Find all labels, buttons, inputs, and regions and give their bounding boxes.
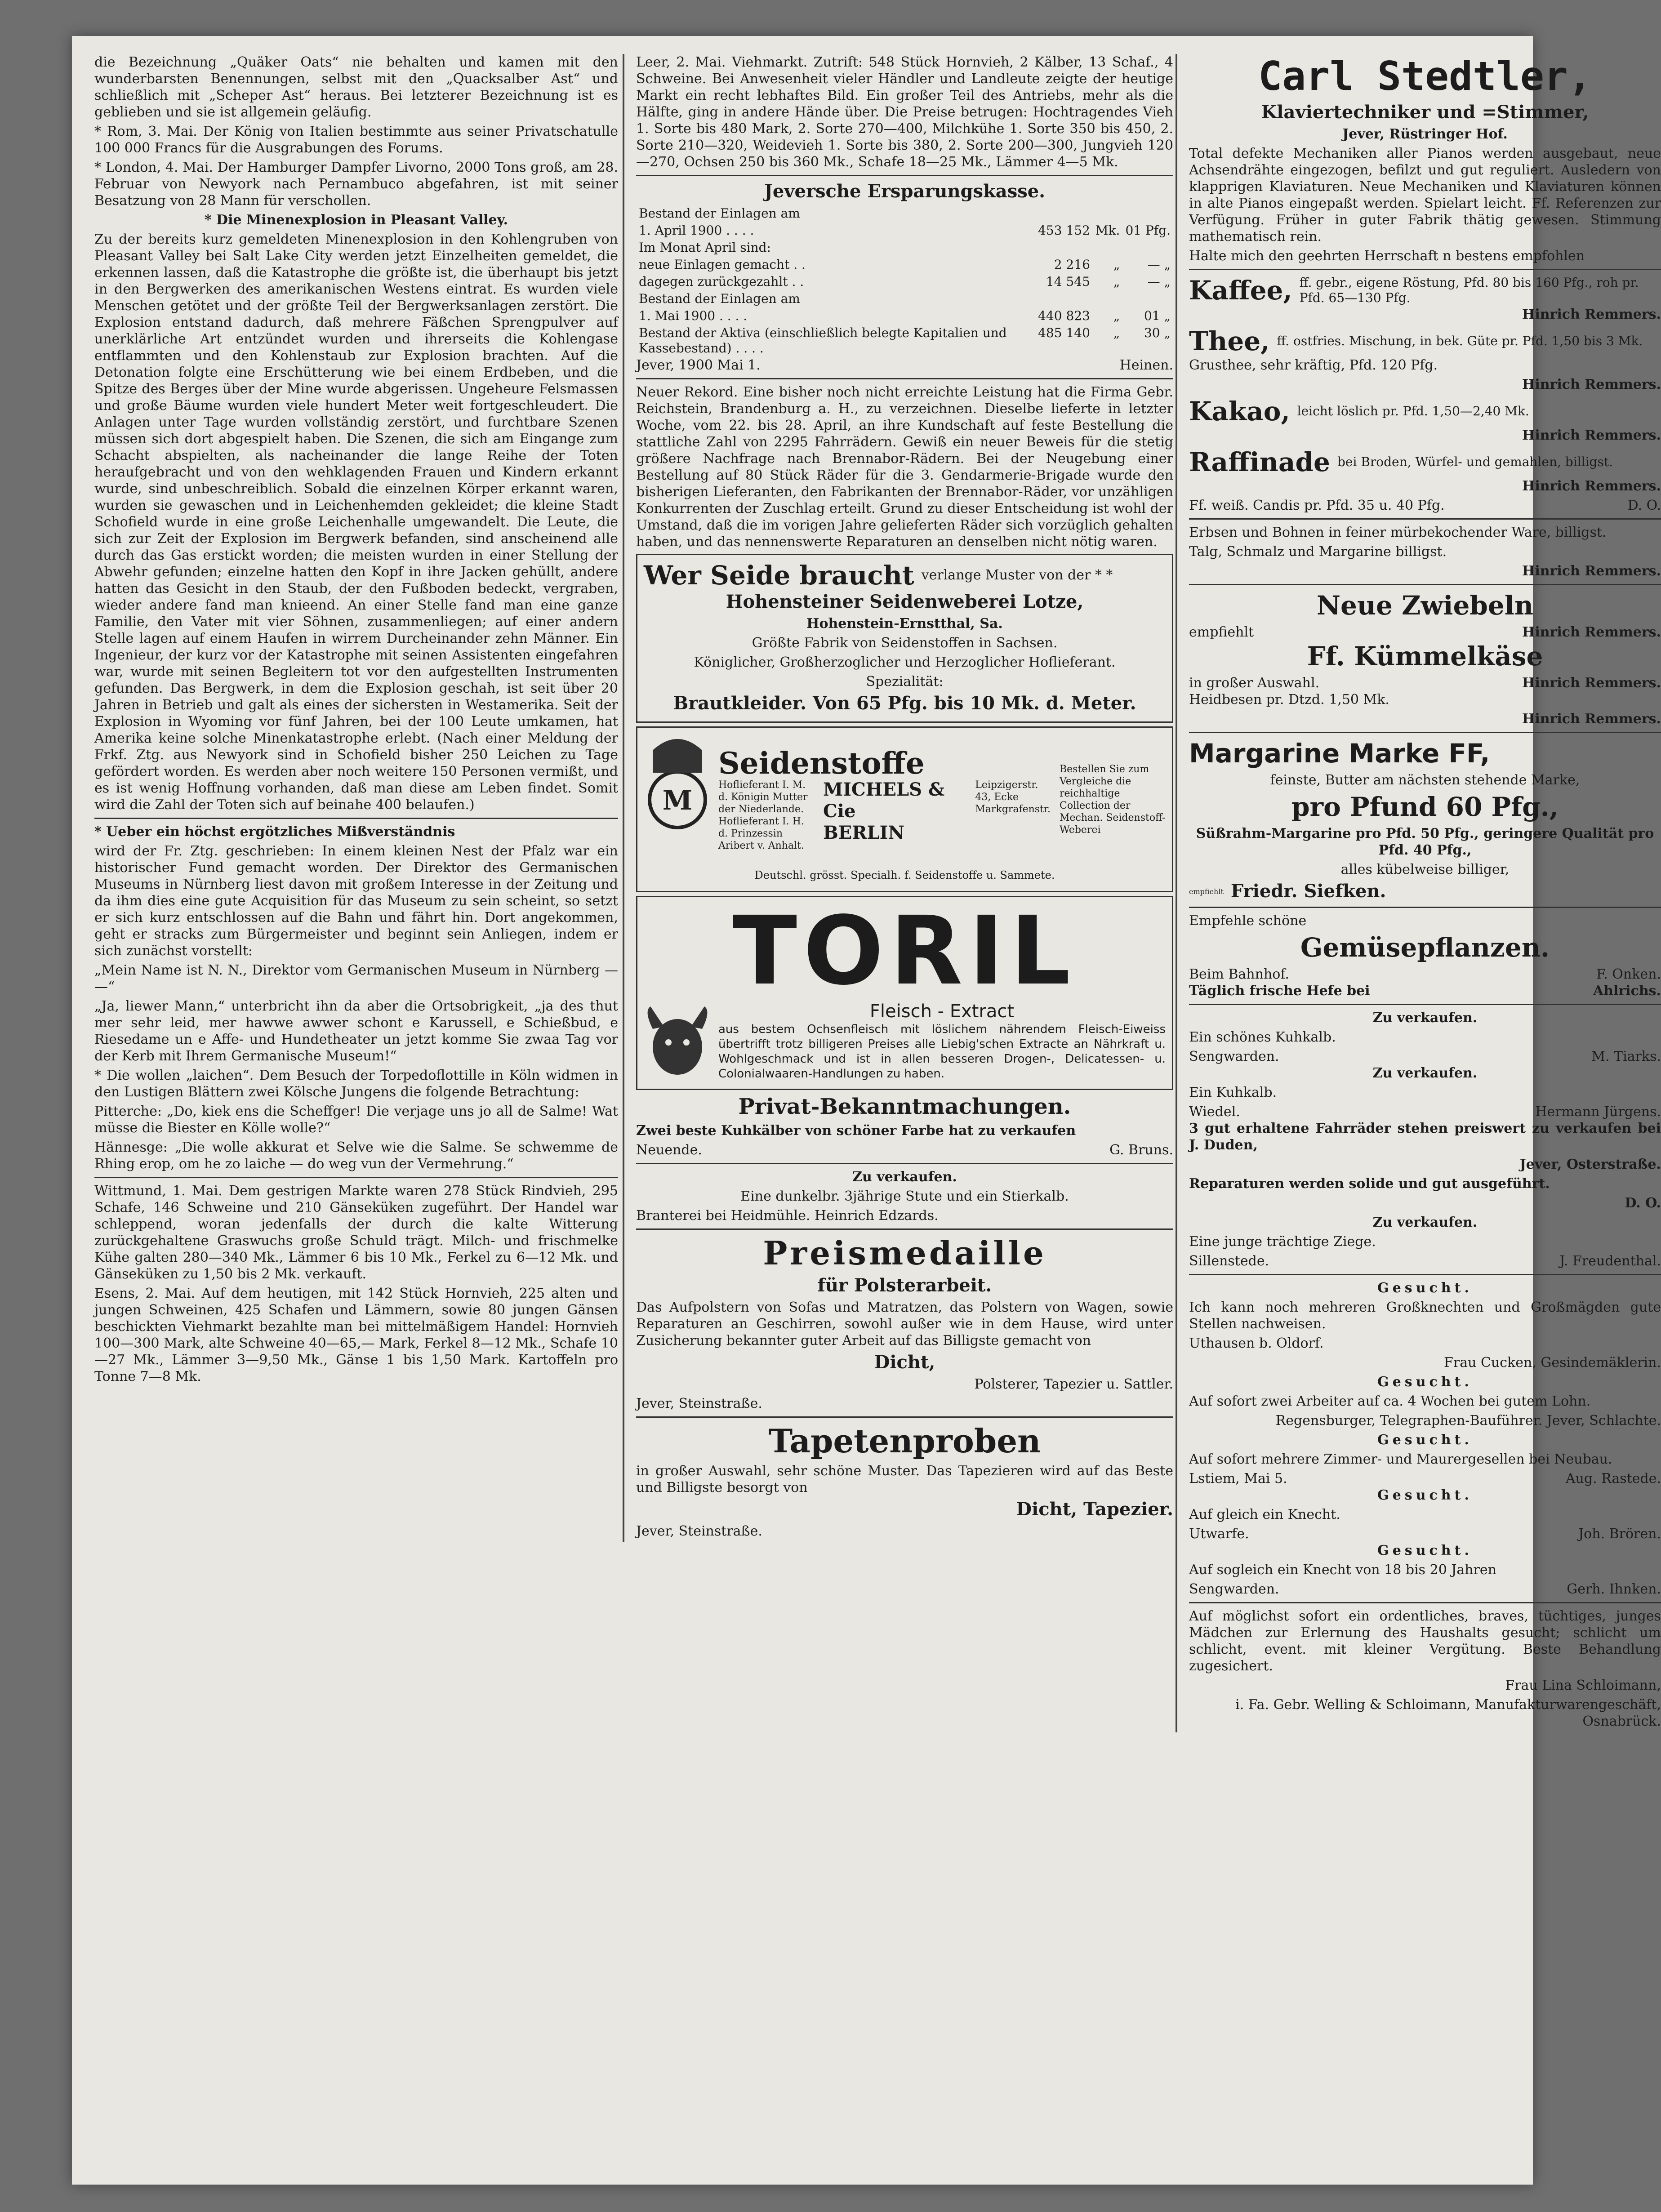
plants-ad-place: Beim Bahnhof.	[1189, 966, 1289, 982]
margarine-ad-label: empfiehlt	[1189, 887, 1224, 896]
medal-figure-logo	[644, 732, 711, 867]
michels-ad-left: Hoflieferant I. M. d. Königin Mutter der Niederlande. Hoflieferant I. H. d. Prinzessin Aribert v. Anhalt.	[718, 779, 808, 851]
savings-bank-row	[636, 222, 1173, 239]
grus-tea: Grusthee, sehr kräftig, Pfd. 120 Pfg.	[1189, 357, 1438, 373]
sale-1-footer	[1189, 1048, 1661, 1065]
savings-bank-cell: 01 Pfg.	[1125, 223, 1171, 238]
savings-bank-cell: 453 152	[1038, 223, 1090, 238]
silk-ad-firm: Hohensteiner Seidenweberei Lotze,	[726, 591, 1084, 612]
savings-bank-cell	[1122, 239, 1173, 256]
savings-bank-row	[636, 290, 1173, 307]
maid-ad-name: Frau Lina Schloimann,	[1505, 1678, 1661, 1693]
wittmund-market: Wittmund, 1. Mai. Dem gestrigen Markte waren 278 Stück Rindvieh, 295 Schafe, 146 Schweine und 210 Gänseküken zugeführt. Der Handel war schleppend, woran jedenfalls der durch die kalte Witterung zurückgehaltene Graswuchs große Schuld trägt. Milch- und frischmelke Kühe galten 280—340 Mk., Lämmer 6 bis 10 Mk., Ferkel zu 6—12 Mk. und Gänseküken zu 1,50 bis 2 Mk. verkauft.	[94, 1183, 618, 1282]
tea-ad-merchant: Hinrich Remmers.	[1522, 377, 1661, 392]
sale-3-name: J. Freudenthal.	[1559, 1253, 1661, 1269]
maid-ad-text: Auf möglichst sofort ein ordentliches, braves, tüchtiges, junges Mädchen zur Erlernung des Haushalts gesucht; schlicht um schlicht, event. mit kleiner Vergütung. Beste Behandlung zugesichert.	[1189, 1608, 1661, 1674]
sale-2-footer	[1189, 1104, 1661, 1120]
private-notices-title: Privat-Bekanntmachungen.	[738, 1094, 1071, 1119]
divider	[94, 1177, 618, 1178]
bikes-ad-repair: Reparaturen werden solide und gut ausgeführt.	[1189, 1176, 1550, 1192]
esens-market: Esens, 2. Mai. Auf dem heutigen, mit 142 Stück Hornvieh, 225 alten und jungen Schweinen, 425 Schafen und Lämmern, sowie 80 jungen Gänsen beschickten Viehmarkt bezahlte man bei mittelmäßigem Handel: Hornvieh 100—300 Mark, alte Schweine 40—65,— Mark, Ferkel 8—12 Mk., Schafe 10—27 Mk., Lämmer 3—9,50 Mk., Gänse 1 bis 1,50 Mark. Kartoffeln pro Tonne 7—8 Mk.	[94, 1286, 618, 1384]
margarine-ad-line-1: feinste, Butter am nächsten stehende Marke,	[1270, 772, 1580, 788]
savings-bank-row	[636, 307, 1173, 325]
margarine-ad-sign: Friedr. Siefken.	[1230, 881, 1386, 902]
stedtler-end: Halte mich den geehrten Herrschaft n bestens empfohlen	[1189, 248, 1585, 264]
savings-bank-cell: Im Monat April sind:	[639, 240, 771, 255]
tea-ad	[1189, 325, 1661, 357]
column-right	[1176, 54, 1661, 1732]
rom-news: * Rom, 3. Mai. Der König von Italien bestimmte aus seiner Privatschatulle 100 000 Francs für die Ausgrabungen des Forums.	[94, 124, 618, 156]
wanted-5-footer	[1189, 1581, 1661, 1598]
candis-text: Ff. weiß. Candis pr. Pfd. 35 u. 40 Pfg.	[1189, 498, 1445, 513]
wanted-1-head: Gesucht.	[1377, 1280, 1473, 1296]
toril-ad-body	[644, 1001, 1166, 1084]
michels-ad-address: Leipzigerstr. 43, Ecke Markgrafenstr.	[975, 779, 1051, 815]
divider	[636, 1416, 1173, 1418]
savings-bank-cell: „	[1113, 274, 1120, 289]
savings-bank-cell: 2 216	[1054, 257, 1090, 272]
record-article: Neuer Rekord. Eine bisher noch nicht erreichte Leistung hat die Firma Gebr. Reichstein, Brandenburg a. H., zu verzeichnen. Dieselbe lieferte in letzter Woche, vom 22. bis 28. April, an ihre Kundschaft auf feste Bestellung die stattliche Zahl von 2295 Fahrrädern. Gewiß ein neuer Beweis für die stetig größere Nachfrage nach Brennabor-Rädern. Bei der Neugebung einer Bestellung auf 80 Stück Räder für die 3. Gendarmerie-Brigade wurde den bisherigen Lieferanten, den Fabrikanten der Brennabor-Räder, vor unzähligen Konkurrenten der Zuschlag erteilt. Grund zu dieser Entscheidung ist wohl der Umstand, daß die im vorigen Jahre gelieferten Räder sich vorzüglich gehalten haben, und das nennenswerte Reparaturen an denselben nicht nötig waren.	[636, 384, 1173, 550]
coffee-ad-head: Kaffee,	[1189, 275, 1292, 306]
tallow-ad: Talg, Schmalz und Margarine billigst.	[1189, 544, 1447, 560]
yeast-ad	[1189, 983, 1661, 999]
savings-bank-cell: 01 „	[1144, 308, 1171, 323]
wallpaper-ad-text: in großer Auswahl, sehr schöne Muster. Das Tapezieren wird auf das Beste und Billigste besorgt von	[636, 1463, 1173, 1495]
onions-ad-footer	[1189, 624, 1661, 641]
wallpaper-ad-headline: Tapetenproben	[768, 1422, 1041, 1460]
wanted-5-place: Sengwarden.	[1189, 1581, 1279, 1597]
margarine-ad-line-4: alles kübelweise billiger,	[1340, 862, 1510, 877]
bikes-ad-place: Jever, Osterstraße.	[1519, 1157, 1661, 1172]
divider	[94, 818, 618, 819]
michels-ad-city: BERLIN	[823, 822, 904, 843]
column-middle	[623, 54, 1173, 1542]
cocoa-ad-merchant: Hinrich Remmers.	[1522, 427, 1661, 443]
sale-1-head: Zu verkaufen.	[1372, 1010, 1478, 1026]
silk-ad-line-1: Größte Fabrik von Seidenstoffen in Sachsen.	[752, 635, 1058, 651]
wallpaper-ad-name: Dicht, Tapezier.	[1016, 1499, 1173, 1520]
divider	[1189, 1602, 1661, 1603]
wallpaper-ad-place: Jever, Steinstraße.	[636, 1523, 762, 1539]
wanted-4-name: Joh. Brören.	[1578, 1526, 1661, 1542]
sale-2-place: Wiedel.	[1189, 1104, 1240, 1120]
calves-ad-place: Neuende.	[636, 1142, 702, 1158]
savings-bank-cell: „	[1113, 325, 1120, 340]
plants-ad-footer	[1189, 966, 1661, 983]
silk-ad-specialty: Spezialität:	[866, 674, 944, 690]
savings-bank-cell: Mk.	[1095, 223, 1120, 238]
medal-ad-sub: für Polsterarbeit.	[817, 1275, 992, 1296]
divider	[1189, 1004, 1661, 1005]
michels-ad-bottom: Deutschl. grösst. Specialh. f. Seidenstoffe u. Sammete.	[754, 869, 1055, 881]
michels-ad	[636, 726, 1173, 892]
toril-ad-text: aus bestem Ochsenfleisch mit löslichem nährendem Fleisch-Eiweiss übertrifft trotz billigeren Preises alle Liebig'schen Extracte an Nährkraft u. Wohlgeschmack und ist in allen besseren Drogen-, Delicatessen- u. Colonialwaaren-Handlungen zu haben.	[718, 1023, 1166, 1081]
svg-text:M: M	[662, 785, 693, 816]
sale-1-name: M. Tiarks.	[1591, 1049, 1661, 1064]
tea-ad-text: ff. ostfries. Mischung, in bek. Güte pr. Pfd. 1,50 bis 3 Mk.	[1277, 334, 1643, 348]
margarine-ad-line-3: Süßrahm-Margarine pro Pfd. 50 Pfg., geringere Qualität pro Pfd. 40 Pfg.,	[1196, 826, 1654, 858]
misunderstanding-title: * Ueber ein höchst ergötzliches Mißverständnis	[94, 824, 455, 840]
misunderstanding-quote-1: „Mein Name ist N. N., Direktor vom Germanischen Museum in Nürnberg — —“	[94, 962, 618, 995]
explosion-article: Zu der bereits kurz gemeldeten Minenexplosion in den Kohlengruben von Pleasant Valley bei Salt Lake City werden jetzt Einzelheiten gemeldet, die erkennen lassen, daß die Katastrophe die größte ist, die überhaupt bis jetzt in den Bergwerken des amerikanischen Westens eintrat. Es wurden viele Menschen getötet und der größte Teil der Bergwerksanlagen zerstört. Die Explosion entstand dadurch, daß mehrere Fäßchen Sprengpulver auf unerklärliche Art entzündet wurden und ihrerseits die Kohlengase entflammten und den Kohlenstaub zur Explosion brachten. Auf die Detonation folgte eine Erschütterung wie bei einem Erdbeben, und die Spitze des Berges über der Mine wurde abgerissen. Ungeheure Felsmassen und große Bäume wurden viele hundert Meter weit fortgeschleudert. Die Anlagen unter Tage wurden vollständig zerstört, und furchtbare Szenen müssen sich dort abgespielt haben. Die Szenen, die sich am Eingange zum Schacht abspielten, als nacheinander die lange Reihe der Toten heraufgebracht und von den wehklagenden Frauen und Kindern erkannt wurde, sind unbeschreiblich. Sobald die einzelnen Körper erkannt waren, wurden sie gewaschen und in Leichenhemden gekleidet; die kleine Stadt Schofield wurde in eine große Leichenhalle umgewandelt. Die Leute, die sich zur Zeit der Explosion im Bergwerk befanden, sind anscheinend alle durch das Gas erstickt worden; die meisten wurden in einer Stellung der Abwehr gefunden; einzelne hatten den Kopf in ihre Jacken gehüllt, andere hatten das Gesicht in den Staub, der den Fußboden bedeckt, vergraben, wieder andere fand man knieend. An einer Stelle fand man eine ganze Familie, den Vater mit vier Söhnen, zusammenliegen; auf einer andern Stelle lagen auf einem Haufen in wirrem Durcheinander zehn Männer. Ein Ingenieur, der kurz vor der Katastrophe mit seinen Assistenten eingefahren war, wurde mit seinen Begleitern tot vor den aufgestellten Instrumenten gefunden. Das Bergwerk, in dem die Explosion geschah, ist seit über 20 Jahren in Betrieb und galt als eines der sichersten in Westamerika. Seit der Explosion in Wyoming vor fünf Jahren, bei der 100 Leute umkamen, hat Amerika keine solche Minenkatastrophe erlebt. (Nach einer Meldung der Frkf. Ztg. aus Newyork sind in Schofield bisher 250 Leichen zu Tage gefördert worden. Es werden aber noch weitere 150 Personen vermißt, und es ist wenig Hoffnung vorhanden, daß man diese am Leben findet. Somit wird die Zahl der Toten sich auf beinahe 400 belaufen.)	[94, 231, 618, 813]
mare-ad-head: Zu verkaufen.	[852, 1169, 957, 1185]
cheese-ad-footer	[1189, 675, 1661, 691]
stedtler-name: Carl Stedtler,	[1258, 53, 1592, 99]
savings-bank-cell: neue Einlagen gemacht . .	[639, 257, 806, 272]
sugar-ad	[1189, 446, 1661, 478]
savings-bank-date: Jever, 1900 Mai 1.	[636, 357, 761, 373]
divider	[636, 378, 1173, 379]
ox-head-logo	[644, 1002, 711, 1083]
divider	[1189, 1274, 1661, 1275]
margarine-ad-footer	[1189, 881, 1661, 902]
medal-ad-name: Dicht,	[874, 1352, 935, 1373]
savings-bank-row	[636, 205, 1173, 222]
sale-3-footer	[1189, 1253, 1661, 1269]
candis-row	[1189, 497, 1661, 514]
cheese-ad-head: Ff. Kümmelkäse	[1307, 641, 1543, 672]
toril-ad	[636, 896, 1173, 1090]
misunderstanding-quote-2: „Ja, liewer Mann,“ unterbricht ihn da aber die Ortsobrigkeit, „ja des thut mer sehr leid, mer hawwe awwer schont e Karussell, e Schießbud, e Riesedame un e Affe- und Hundetheater un jetzt komme Sie zwaa Tag vor der Kerb mit Ihrem Germanische Museum!“	[94, 998, 618, 1064]
savings-bank-cell	[1093, 205, 1123, 222]
michels-ad-side: Bestellen Sie zum Vergleiche die reichhaltige Collection der Mechan. Seidenstoff-Weberei	[1060, 764, 1166, 836]
plants-ad-head: Gemüsepflanzen.	[1300, 932, 1550, 963]
sale-1-place: Sengwarden.	[1189, 1049, 1279, 1064]
silk-ad-side: verlange Muster von der * *	[921, 567, 1113, 583]
savings-bank-cell: 1. Mai 1900 . . . .	[639, 308, 748, 323]
savings-bank-row	[636, 256, 1173, 273]
savings-bank-cell: 1. April 1900 . . . .	[639, 223, 754, 238]
newspaper-page	[72, 36, 1661, 2185]
tea-ad-head: Thee,	[1189, 326, 1270, 356]
savings-bank-cell: Bestand der Aktiva (einschließlich belegte Kapitalien und Kassebestand) . . . .	[639, 325, 1007, 356]
savings-bank-cell: 30 „	[1144, 325, 1171, 340]
wanted-4-text: Auf gleich ein Knecht.	[1189, 1507, 1340, 1522]
savings-bank-cell	[1035, 239, 1093, 256]
sugar-ad-merchant: Hinrich Remmers.	[1522, 478, 1661, 494]
toril-ad-headline: TORIL	[732, 896, 1077, 1006]
toril-ad-sub: Fleisch - Extract	[869, 1001, 1015, 1022]
savings-bank-cell: 14 545	[1046, 274, 1090, 289]
divider	[1189, 584, 1661, 585]
sale-2-name: Hermann Jürgens.	[1535, 1104, 1661, 1120]
coffee-ad-merchant: Hinrich Remmers.	[1522, 307, 1661, 322]
bikes-ad-text: 3 gut erhaltene Fahrräder stehen preiswert zu verkaufen bei J. Duden,	[1189, 1121, 1661, 1153]
savings-bank-footer	[636, 357, 1173, 374]
coffee-ad-text: ff. gebr., eigene Röstung, Pfd. 80 bis 160 Pfg., roh pr. Pfd. 65—130 Pfg.	[1299, 275, 1639, 305]
cheese-ad-merchant: Hinrich Remmers.	[1522, 675, 1661, 691]
brooms-ad-merchant: Hinrich Remmers.	[1522, 711, 1661, 727]
savings-bank-cell: — „	[1147, 274, 1171, 289]
michels-ad-name: MICHELS & Cie	[823, 779, 945, 822]
wanted-5-name: Gerh. Ihnken.	[1567, 1581, 1661, 1597]
savings-bank-row	[636, 273, 1173, 290]
savings-bank-cell: Bestand der Einlagen am	[639, 206, 800, 221]
laichen-quote-2: Hännesge: „Die wolle akkurat et Selve wie die Salme. Se schwemme de Rhing erop, om he zo laiche — do weg vun der Vermehrung.“	[94, 1139, 618, 1172]
cocoa-ad-head: Kakao,	[1189, 396, 1290, 427]
savings-bank-cell: Bestand der Einlagen am	[639, 291, 800, 306]
stedtler-text: Total defekte Mechaniken aller Pianos werden ausgebaut, neue Achsendrähte eingezogen, befilzt und gut reguliert. Ausledern von klapprigen Klaviaturen. Neue Mechaniken und Klaviaturen können in alte Pianos eingepaßt werden. Spielart leicht. Ff. Referenzen zur Verfügung. Früher in guter Fabrik thätig gewesen. Stimmung mathematisch rein.	[1189, 146, 1661, 245]
tallow-ad-merchant: Hinrich Remmers.	[1522, 563, 1661, 579]
savings-bank-cell	[1093, 290, 1123, 307]
margarine-ad-line-2: pro Pfund 60 Pfg.,	[1291, 792, 1559, 822]
divider	[636, 175, 1173, 176]
savings-bank-cell	[1035, 205, 1093, 222]
savings-bank-title: Jeversche Ersparungskasse.	[764, 181, 1046, 202]
wanted-2-name: Regensburger, Telegraphen-Bauführer. Jever, Schlachte.	[1275, 1413, 1661, 1429]
stedtler-place: Jever, Rüstringer Hof.	[1342, 126, 1508, 142]
candis-sig: D. O.	[1627, 498, 1661, 513]
savings-bank-cell: „	[1113, 308, 1120, 323]
yeast-ad-text: Täglich frische Hefe bei	[1189, 983, 1370, 999]
wanted-3-name: Aug. Rastede.	[1565, 1471, 1661, 1487]
wanted-1-name: Frau Cucken, Gesindemäklerin.	[1444, 1355, 1661, 1371]
savings-bank-cell	[1122, 205, 1173, 222]
maid-ad-firm: i. Fa. Gebr. Welling & Schloimann, Manufakturwarengeschäft, Osnabrück.	[1235, 1697, 1661, 1729]
savings-bank-row	[636, 239, 1173, 256]
calves-ad-name: G. Bruns.	[1109, 1142, 1173, 1158]
medal-ad-place: Jever, Steinstraße.	[636, 1396, 762, 1411]
divider	[1189, 518, 1661, 520]
sale-3-head: Zu verkaufen.	[1372, 1215, 1478, 1230]
wanted-1-place: Uthausen b. Oldorf.	[1189, 1335, 1324, 1351]
medal-ad-trade: Polsterer, Tapezier u. Sattler.	[974, 1376, 1173, 1392]
quaker-paragraph: die Bezeichnung „Quäker Oats“ nie behalten und kamen mit den wunderbarsten Benennungen, selbst mit den „Quacksalber Ast“ und schließlich mit „Scheper Ast“ heraus. Bei letzterer Bezeichnung ist es geblieben und sie ist allgemein geläufig.	[94, 54, 618, 120]
sugar-ad-head: Raffinade	[1189, 447, 1330, 477]
savings-bank-cell: „	[1113, 257, 1120, 272]
london-news: * London, 4. Mai. Der Hamburger Dampfer Livorno, 2000 Tons groß, am 28. Februar von Newyork nach Pernambuco abgefahren, ist mit seiner Besatzung von 28 Mann für verschollen.	[94, 160, 618, 209]
savings-bank-table	[636, 205, 1173, 357]
medal-ad-headline: Preismedaille	[763, 1234, 1046, 1272]
silk-ad-headline: Wer Seide braucht	[644, 560, 914, 591]
mare-ad-sign: Branterei bei Heidmühle. Heinrich Edzards.	[636, 1208, 939, 1224]
savings-bank-row	[636, 325, 1173, 357]
wanted-5-text: Auf sogleich ein Knecht von 18 bis 20 Jahren	[1189, 1562, 1496, 1578]
wanted-2-head: Gesucht.	[1377, 1374, 1473, 1390]
savings-bank-cell: 440 823	[1038, 308, 1090, 323]
wanted-3-footer	[1189, 1470, 1661, 1487]
medal-ad-text: Das Aufpolstern von Sofas und Matratzen, das Polstern von Wagen, sowie Reparaturen an Geschirren, sowohl außer wie in dem Hause, wird unter Zusicherung bekannter guter Arbeit auf das Billigste gemacht von	[636, 1300, 1173, 1349]
michels-ad-headline: Seidenstoffe	[718, 746, 925, 781]
wanted-1-text: Ich kann noch mehreren Großknechten und Großmägden gute Stellen nachweisen.	[1189, 1300, 1661, 1332]
plants-ad-pre: Empfehle schöne	[1189, 913, 1307, 929]
silk-ad	[636, 554, 1173, 723]
wanted-2-text: Auf sofort zwei Arbeiter auf ca. 4 Wochen bei gutem Lohn.	[1189, 1393, 1591, 1409]
leer-market: Leer, 2. Mai. Viehmarkt. Zutrift: 548 Stück Hornvieh, 2 Kälber, 13 Schaf., 4 Schweine. Bei Anwesenheit vieler Händler und Landleute zeigte der heutige Markt ein recht lebhaftes Bild. Ein großer Teil des Antriebs, mehr als die Hälfte, ging in andere Hände über. Die Preise betrugen: Hochtragendes Vieh 1. Sorte bis 480 Mark, 2. Sorte 270—400, Milchkühe 1. Sorte 350 bis 450, 2. Sorte 210—320, Weidevieh 1. Sorte bis 380, 2. Sorte 200—300, Jungvieh 120—270, Ochsen 250 bis 360 Mk., Schafe 18—25 Mk., Lämmer 4—5 Mk.	[636, 54, 1173, 170]
divider	[636, 1163, 1173, 1164]
calves-ad-text: Zwei beste Kuhkälber von schöner Farbe hat zu verkaufen	[636, 1123, 1076, 1139]
wanted-5-head: Gesucht.	[1377, 1543, 1473, 1558]
sale-2-head: Zu verkaufen.	[1372, 1065, 1478, 1081]
sale-3-text: Eine junge trächtige Ziege.	[1189, 1234, 1376, 1250]
savings-bank-cell: dagegen zurückgezahlt . .	[639, 274, 804, 289]
peas-ad: Erbsen und Bohnen in feiner mürbekochender Ware, billigst.	[1189, 525, 1607, 540]
savings-bank-cell: — „	[1147, 257, 1171, 272]
savings-bank-cell: 485 140	[1038, 325, 1090, 340]
column-left	[94, 54, 618, 1388]
divider	[1189, 732, 1661, 733]
savings-bank-sign: Heinen.	[1119, 357, 1173, 373]
mare-ad-text: Eine dunkelbr. 3jährige Stute und ein Stierkalb.	[740, 1188, 1069, 1204]
savings-bank-cell	[1093, 239, 1123, 256]
divider	[636, 1228, 1173, 1230]
divider	[1189, 907, 1661, 908]
margarine-ad-head: Margarine Marke FF,	[1189, 738, 1490, 769]
yeast-ad-name: Ahlrichs.	[1593, 983, 1661, 999]
laichen-quote-1: Pitterche: „Do, kiek ens die Scheffger! Die verjage uns jo all de Salme! Wat müsse die Biester en Kölle wolle?“	[94, 1104, 618, 1136]
plants-ad-name: F. Onken.	[1596, 966, 1661, 982]
michels-ad-top	[644, 732, 1166, 867]
explosion-title: * Die Minenexplosion in Pleasant Valley.	[204, 212, 508, 228]
cheese-ad-text: in großer Auswahl.	[1189, 675, 1320, 691]
wanted-4-head: Gesucht.	[1377, 1487, 1473, 1503]
misunderstanding-article: wird der Fr. Ztg. geschrieben: In einem kleinen Nest der Pfalz war ein historischer Fund gemacht worden. Der Direktor des Germanischen Museums in Nürnberg liest davon mit großem Interesse in der Zeitung und da ihm dies eine gute Acquisition für das Museum zu sein scheint, so setzt er sich kurz entschlossen auf die Bahn und fährt hin. Dort angekommen, geht er stracks zum Bürgermeister und beginnt sein Anliegen, indem er sich zunächst vorstellt:	[94, 843, 618, 959]
wanted-4-footer	[1189, 1526, 1661, 1542]
cocoa-ad-text: leicht löslich pr. Pfd. 1,50—2,40 Mk.	[1297, 404, 1529, 418]
wanted-3-place: Lstiem, Mai 5.	[1189, 1471, 1287, 1487]
savings-bank-cell	[1035, 290, 1093, 307]
sale-1-text: Ein schönes Kuhkalb.	[1189, 1029, 1336, 1045]
divider	[1189, 269, 1661, 270]
cocoa-ad	[1189, 396, 1661, 427]
sugar-ad-text: bei Broden, Würfel- und gemahlen, billigst.	[1337, 454, 1613, 469]
laichen-article: * Die wollen „laichen“. Dem Besuch der Torpedoflottille in Köln widmen in den Lustigen Blättern zwei Kölsche Jungens die folgende Betrachtung:	[94, 1068, 618, 1100]
calves-ad-footer	[636, 1142, 1173, 1158]
wanted-3-text: Auf sofort mehrere Zimmer- und Maurergesellen bei Neubau.	[1189, 1451, 1612, 1467]
sale-3-place: Sillenstede.	[1189, 1253, 1269, 1269]
stedtler-trade: Klaviertechniker und =Stimmer,	[1261, 102, 1589, 123]
onions-ad-head: Neue Zwiebeln	[1316, 590, 1534, 621]
bikes-ad-sig: D. O.	[1625, 1195, 1661, 1211]
onions-ad-label: empfiehlt	[1189, 624, 1254, 640]
silk-ad-bottom: Brautkleider. Von 65 Pfg. bis 10 Mk. d. Meter.	[673, 693, 1136, 714]
silk-ad-line-2: Königlicher, Großherzoglicher und Herzoglicher Hoflieferant.	[694, 654, 1116, 670]
wanted-4-place: Utwarfe.	[1189, 1526, 1249, 1542]
sale-2-text: Ein Kuhkalb.	[1189, 1085, 1277, 1100]
silk-ad-header	[644, 560, 1166, 591]
onions-ad-merchant: Hinrich Remmers.	[1522, 624, 1661, 640]
brooms-ad: Heidbesen pr. Dtzd. 1,50 Mk.	[1189, 692, 1389, 708]
wanted-3-head: Gesucht.	[1377, 1432, 1473, 1448]
coffee-ad	[1189, 275, 1661, 306]
savings-bank-cell	[1122, 290, 1173, 307]
silk-ad-city: Hohenstein-Ernstthal, Sa.	[806, 616, 1003, 632]
